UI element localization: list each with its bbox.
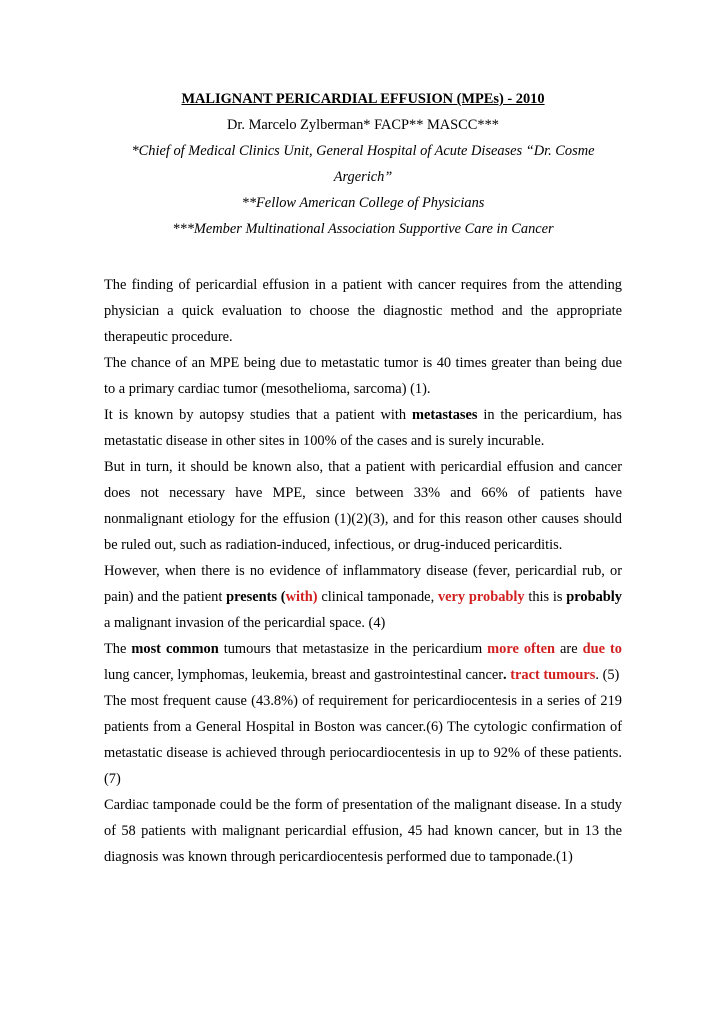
- document-title: MALIGNANT PERICARDIAL EFFUSION (MPEs) - 2010: [181, 91, 545, 107]
- bold-run: presents (: [226, 589, 286, 605]
- bold-run: probably: [566, 589, 622, 605]
- bold-run: metastases: [411, 407, 478, 423]
- text-run: are: [555, 641, 583, 657]
- text-run: . (5): [595, 667, 620, 683]
- red-edit-run: tract tumours: [506, 667, 596, 683]
- bold-run: most common: [131, 641, 219, 657]
- text-run: However, when there is no evidence of inflammatory disease (fever, pericardial rub, or pain) and the patient: [104, 563, 622, 605]
- red-edit-run: very probably: [437, 589, 525, 605]
- text-run: this is: [524, 589, 567, 605]
- paragraph-intro: The finding of pericardial effusion in a patient with cancer requires from the attending physician a quick evaluation to choose the diagnostic method and the appropriate therapeutic procedure.: [104, 277, 622, 345]
- author-line: Dr. Marcelo Zylberman* FACP** MASCC***: [227, 117, 499, 133]
- document-header: [104, 86, 622, 242]
- text-run: clinical tamponade,: [317, 589, 438, 605]
- paragraph-presentation: Cardiac tamponade could be the form of presentation of the malignant disease. In a study of 58 patients with malignant pericardial effusion, 45 had known cancer, but in 13 the diagnosis was known through pericardiocentesis performed due to tamponade.(1): [104, 797, 622, 865]
- affiliation-chief: *Chief of Medical Clinics Unit, General Hospital of Acute Diseases “Dr. Cosme Argerich”: [131, 143, 595, 185]
- paragraph-mpe-chance: The chance of an MPE being due to metastatic tumor is 40 times greater than being due to a primary cardiac tumor (mesothelioma, sarcoma) (1).: [104, 355, 622, 397]
- text-run: It is known by autopsy studies that a patient with: [104, 407, 412, 423]
- red-edit-run: more often: [487, 641, 556, 657]
- bold-run: .: [503, 667, 507, 683]
- affiliation-fellow: **Fellow American College of Physicians: [241, 195, 485, 211]
- text-run: lung cancer, lymphomas, leukemia, breast and gastrointestinal cancer: [104, 667, 504, 683]
- document-body: [104, 272, 622, 870]
- paragraph-tamponade: [104, 558, 622, 636]
- red-edit-run: with): [285, 589, 318, 605]
- text-run: tumours that metastasize in the pericardium: [218, 641, 488, 657]
- paragraph-autopsy: [104, 402, 622, 454]
- text-run: The: [104, 641, 132, 657]
- affiliation-member: ***Member Multinational Association Supportive Care in Cancer: [172, 221, 554, 237]
- text-run: a malignant invasion of the pericardial space. (4): [104, 615, 386, 631]
- text-run: in the pericardium, has metastatic disease in other sites in 100% of the cases and is surely incurable.: [104, 407, 622, 449]
- paragraph-pericardiocentesis: The most frequent cause (43.8%) of requirement for pericardiocentesis in a series of 219 patients from a General Hospital in Boston was cancer.(6) The cytologic confirmation of metastatic disease is achieved through periocardiocentesis in up to 92% of these patients. (7): [104, 693, 622, 787]
- red-edit-run: due to: [582, 641, 622, 657]
- paragraph-common-tumours: [104, 636, 622, 688]
- paragraph-nonmalignant: But in turn, it should be known also, that a patient with pericardial effusion and cancer does not necessary have MPE, since between 33% and 66% of patients have nonmalignant etiology for the effusion (1)(2)(3), and for this reason other causes should be ruled out, such as radiation-induced, infectious, or drug-induced pericarditis.: [104, 459, 622, 553]
